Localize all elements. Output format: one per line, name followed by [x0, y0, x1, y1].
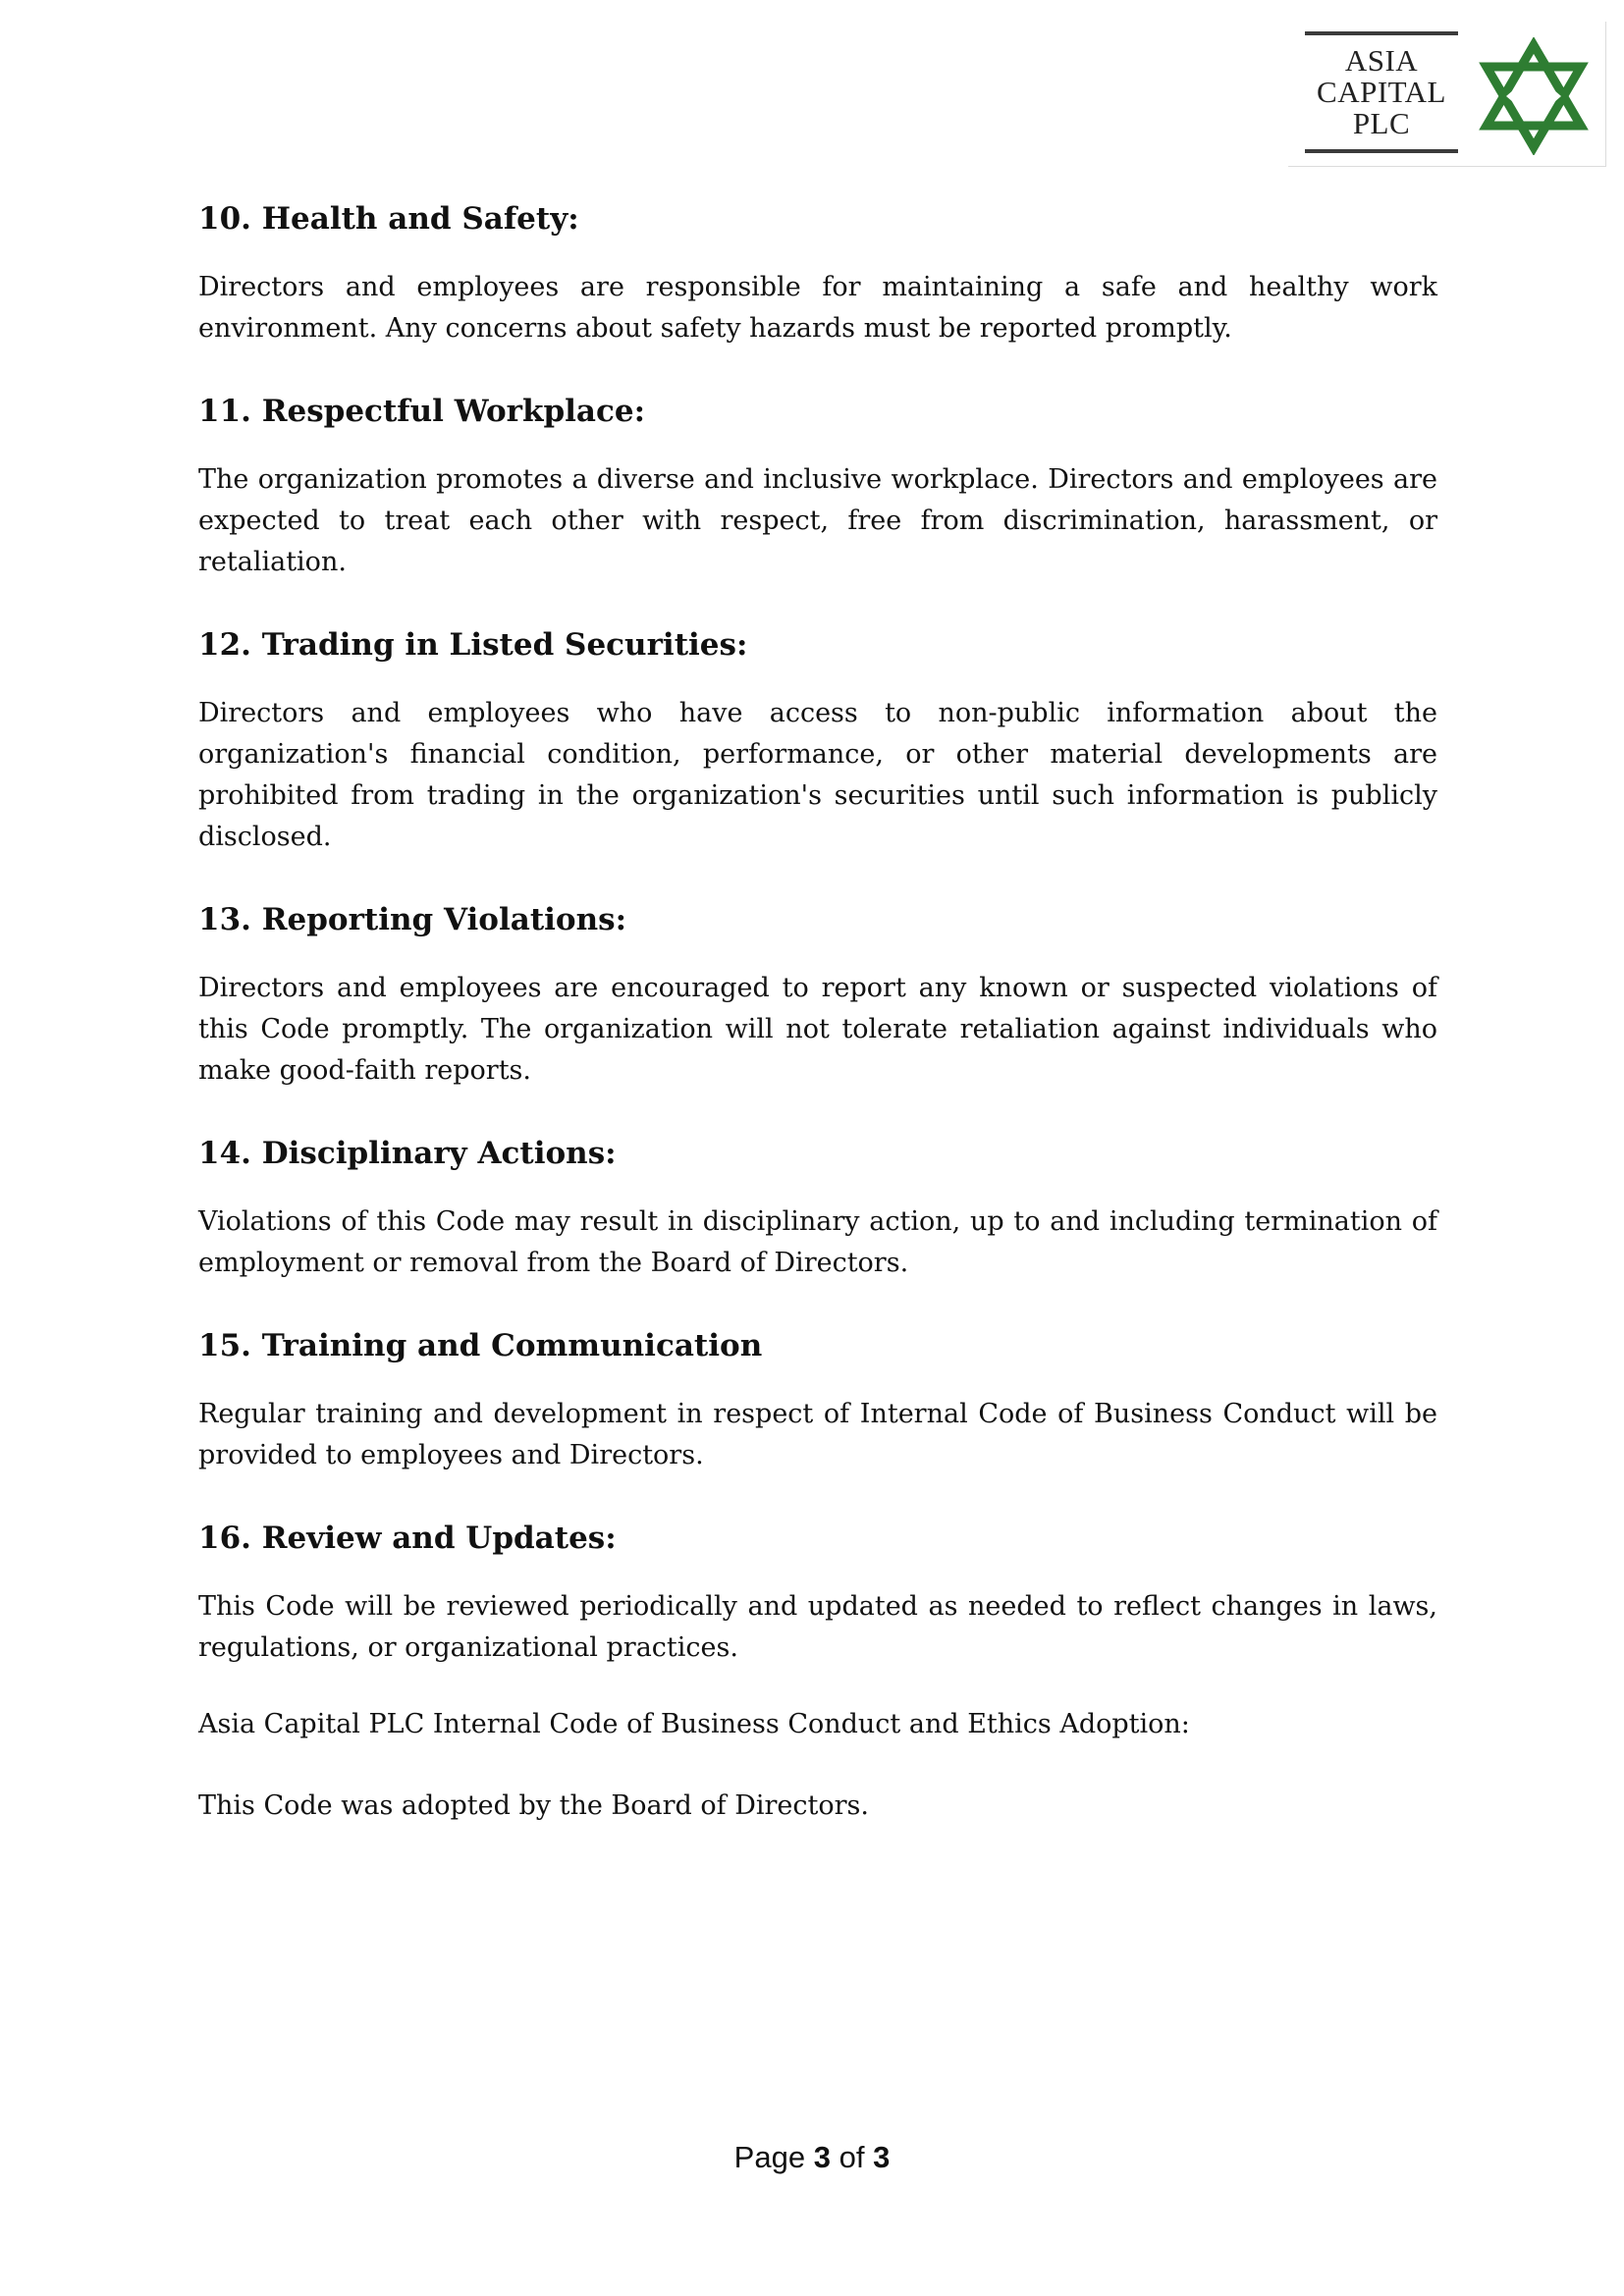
of-word: of	[839, 2140, 865, 2174]
section-paragraph: Regular training and development in respect of Internal Code of Business Conduct will be provided to employees and Directors.	[198, 1399, 1437, 1470]
section-paragraph: Directors and employees who have access to non-public information about the organization's financial condition, performance, or other material developments are prohibited from trading in the organization's securities until such information is publicly disclosed.	[198, 698, 1437, 852]
total-page-count: 3	[873, 2140, 891, 2174]
section-paragraph: Directors and employees are encouraged to report any known or suspected violations of this Code promptly. The organization will not tolerate retaliation against individuals who make good-faith reports.	[198, 973, 1437, 1086]
logo-line-2: CAPITAL	[1317, 75, 1446, 109]
section-disciplinary-actions	[198, 1127, 1437, 1284]
company-logo	[1288, 22, 1606, 167]
section-heading: 15. Training and Communication	[198, 1328, 763, 1363]
section-reporting-violations	[198, 893, 1437, 1092]
star-of-david-icon	[1477, 37, 1591, 155]
section-heading: 13. Reporting Violations:	[198, 902, 627, 937]
section-heading: 14. Disciplinary Actions:	[198, 1136, 617, 1171]
adoption-statement: This Code was adopted by the Board of Directors.	[198, 1790, 869, 1821]
page-word: Page	[733, 2140, 806, 2174]
document-body	[198, 192, 1437, 1867]
section-review-and-updates	[198, 1512, 1437, 1669]
page-number-footer	[0, 2140, 1624, 2175]
section-heading: 16. Review and Updates:	[198, 1521, 617, 1556]
section-training-and-communication	[198, 1319, 1437, 1476]
section-trading-in-listed-securities	[198, 618, 1437, 858]
section-paragraph: This Code will be reviewed periodically and updated as needed to reflect changes in laws, regulations, or organizational practices.	[198, 1591, 1437, 1663]
section-paragraph: Directors and employees are responsible for maintaining a safe and healthy work environment. Any concerns about safety hazards must be reported promptly.	[198, 272, 1437, 344]
section-health-and-safety	[198, 192, 1437, 349]
logo-line-1: ASIA	[1344, 43, 1419, 78]
logo-line-3: PLC	[1352, 106, 1411, 140]
section-heading: 10. Health and Safety:	[198, 201, 579, 237]
logo-wordmark	[1305, 31, 1458, 153]
section-respectful-workplace	[198, 385, 1437, 583]
section-paragraph: Violations of this Code may result in disciplinary action, up to and including termination of employment or removal from the Board of Directors.	[198, 1206, 1437, 1278]
adoption-title: Asia Capital PLC Internal Code of Business Conduct and Ethics Adoption:	[198, 1709, 1190, 1739]
section-heading: 12. Trading in Listed Securities:	[198, 627, 748, 663]
section-paragraph: The organization promotes a diverse and inclusive workplace. Directors and employees are expected to treat each other with respect, free from discrimination, harassment, or retaliation.	[198, 464, 1437, 577]
section-heading: 11. Respectful Workplace:	[198, 394, 646, 429]
current-page-number: 3	[813, 2140, 831, 2174]
